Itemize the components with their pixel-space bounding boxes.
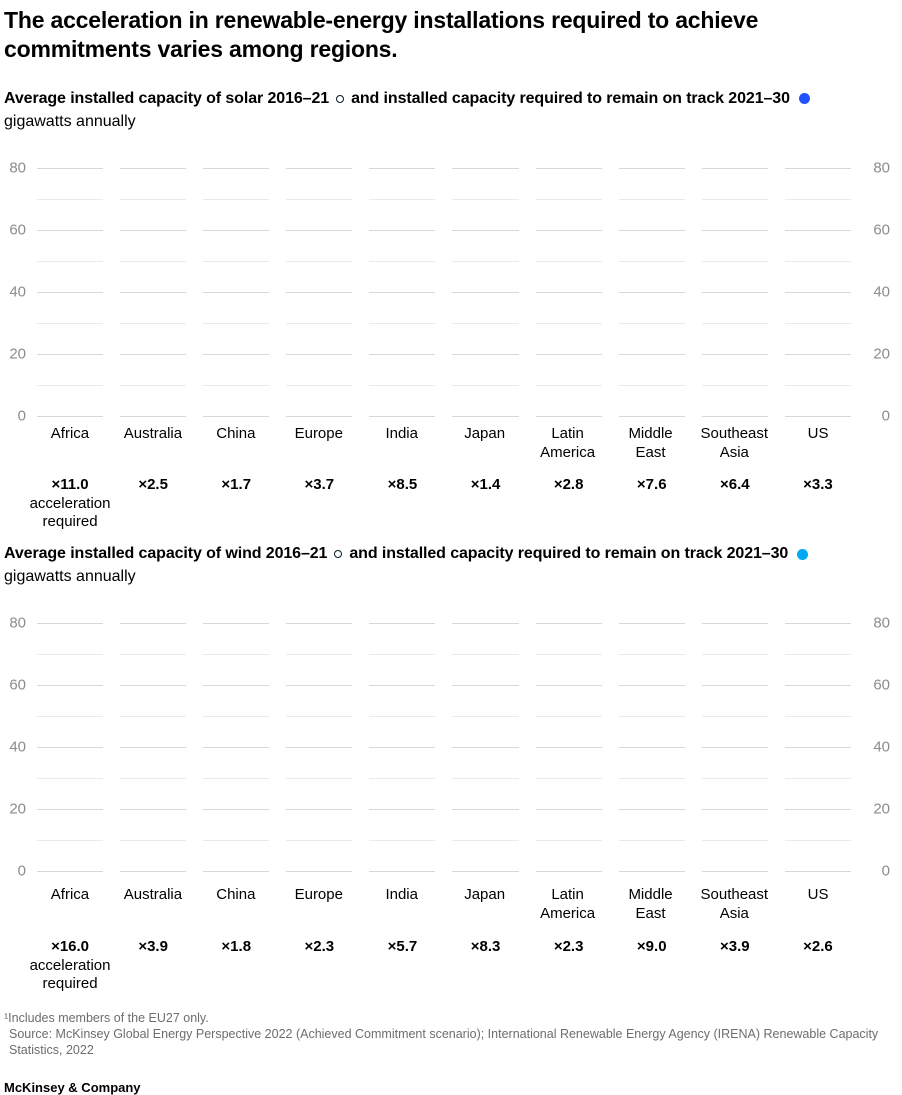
y-tick-label: 60 (873, 221, 890, 239)
y-tick-label: 0 (17, 407, 26, 425)
gridline-column (120, 623, 186, 872)
multiplier-value: ×3.7 (304, 476, 335, 494)
gridline-column (203, 168, 269, 417)
wind-plot-area (37, 623, 851, 872)
wind-legend-required-label: and installed capacity required to remain on track 2021–30 (349, 545, 789, 563)
region-label: China (216, 886, 256, 904)
y-tick-label: 80 (873, 614, 890, 632)
y-tick-label: 0 (881, 862, 890, 880)
solar-plot (4, 159, 902, 425)
gridline-column (203, 623, 269, 872)
region-label: Africa (50, 424, 90, 442)
multiplier-value: ×1.7 (221, 476, 252, 494)
multiplier-value: ×6.4 (720, 476, 750, 494)
multiplier-value: ×2.6 (803, 937, 833, 955)
gridline-column (452, 168, 518, 417)
region-label: Africa (50, 886, 90, 904)
y-tick-label: 60 (9, 676, 26, 694)
wind-legend-historical-label: Average installed capacity of wind 2016–21 (4, 545, 328, 563)
solar-legend-required-label: and installed capacity required to remain on track 2021–30 (351, 89, 790, 107)
solar-unit-label: gigawatts annually (4, 112, 136, 130)
gridline-column (286, 623, 352, 872)
gridline-column (369, 168, 435, 417)
y-tick-label: 20 (9, 800, 26, 818)
wind-plot (4, 614, 902, 880)
gridline-column (619, 623, 685, 872)
solar-legend-historical-label: Average installed capacity of solar 2016–21 (4, 89, 330, 107)
y-tick-label: 80 (9, 159, 26, 177)
y-tick-label: 80 (9, 614, 26, 632)
gridline-column (536, 623, 602, 872)
footnote-eu27: ¹Includes members of the EU27 only. (4, 1010, 209, 1025)
multiplier-value: ×3.9 (720, 937, 750, 955)
multiplier-value: ×7.6 (636, 476, 667, 494)
acceleration-note: acceleration required (29, 956, 111, 992)
multiplier-value: ×3.9 (138, 937, 168, 955)
wind-chart-section (4, 545, 902, 993)
multiplier-value: ×2.5 (138, 476, 168, 494)
y-tick-label: 40 (9, 738, 26, 756)
multiplier-value: ×11.0 (51, 476, 89, 494)
region-label: Australia (123, 424, 183, 442)
gridline-column (702, 623, 768, 872)
filled-circle-icon (797, 549, 808, 560)
region-label: Japan (464, 424, 506, 442)
solar-plot-area (37, 168, 851, 417)
region-label: Middle East (628, 886, 673, 923)
gridline-column (369, 623, 435, 872)
solar-legend (4, 90, 902, 108)
y-tick-label: 60 (873, 676, 890, 694)
multiplier-value: ×8.3 (470, 937, 501, 955)
region-label: India (385, 424, 418, 442)
y-tick-label: 40 (873, 738, 890, 756)
y-tick-label: 20 (873, 345, 890, 363)
solar-chart-section (4, 90, 902, 532)
multiplier-value: ×5.7 (387, 937, 418, 955)
gridline-column (37, 623, 103, 872)
multiplier-value: ×8.5 (387, 476, 418, 494)
region-label: Australia (123, 886, 183, 904)
multiplier-cell (29, 476, 111, 531)
multiplier-value: ×2.3 (553, 937, 584, 955)
gridline-column (120, 168, 186, 417)
source-line: Source: McKinsey Global Energy Perspective 2022 (Achieved Commitment scenario); International Renewable Energy Agency (IRENA) Renewable Capacity Statistics, 2022 (9, 1027, 879, 1058)
wind-multiplier-labels (29, 937, 851, 993)
region-label: Southeast Asia (700, 424, 769, 461)
region-label: Europe (294, 424, 343, 442)
gridline-column (536, 168, 602, 417)
multiplier-value: ×1.4 (470, 476, 501, 494)
region-label: US (807, 886, 829, 904)
y-tick-label: 20 (9, 345, 26, 363)
gridline-column (286, 168, 352, 417)
multiplier-value: ×9.0 (636, 937, 667, 955)
region-label: Middle East (628, 424, 673, 461)
region-label: Latin America (540, 424, 596, 461)
solar-multiplier-labels (29, 476, 851, 531)
region-label: India (385, 886, 418, 904)
y-tick-label: 40 (873, 283, 890, 301)
y-tick-label: 40 (9, 283, 26, 301)
region-label: US (807, 424, 829, 442)
multiplier-value: ×2.3 (304, 937, 335, 955)
open-circle-icon (334, 550, 342, 558)
multiplier-value: ×3.3 (803, 476, 833, 494)
footnotes (4, 1010, 888, 1059)
acceleration-note: acceleration required (29, 495, 111, 531)
solar-region-labels (37, 425, 851, 463)
page-title: The acceleration in renewable-energy installations required to achieve commitments varies among regions. (4, 7, 759, 63)
gridline-column (452, 623, 518, 872)
region-label: Southeast Asia (700, 886, 769, 923)
region-label: Latin America (540, 886, 596, 923)
multiplier-value: ×16.0 (51, 937, 90, 955)
y-tick-label: 20 (873, 800, 890, 818)
gridline-column (702, 168, 768, 417)
multiplier-value: ×2.8 (553, 476, 584, 494)
wind-legend (4, 545, 902, 563)
region-label: Japan (464, 886, 506, 904)
y-tick-label: 60 (9, 221, 26, 239)
mckinsey-brand: McKinsey & Company (4, 1079, 141, 1095)
open-circle-icon (336, 95, 344, 103)
y-tick-label: 0 (881, 407, 890, 425)
region-label: China (216, 424, 256, 442)
region-label: Europe (294, 886, 343, 904)
wind-region-labels (37, 886, 851, 924)
wind-unit-label: gigawatts annually (4, 568, 136, 586)
gridline-column (37, 168, 103, 417)
multiplier-cell (29, 937, 111, 993)
filled-circle-icon (799, 93, 810, 104)
gridline-column (619, 168, 685, 417)
y-tick-label: 80 (873, 159, 890, 177)
multiplier-value: ×1.8 (221, 937, 252, 955)
y-tick-label: 0 (17, 862, 26, 880)
